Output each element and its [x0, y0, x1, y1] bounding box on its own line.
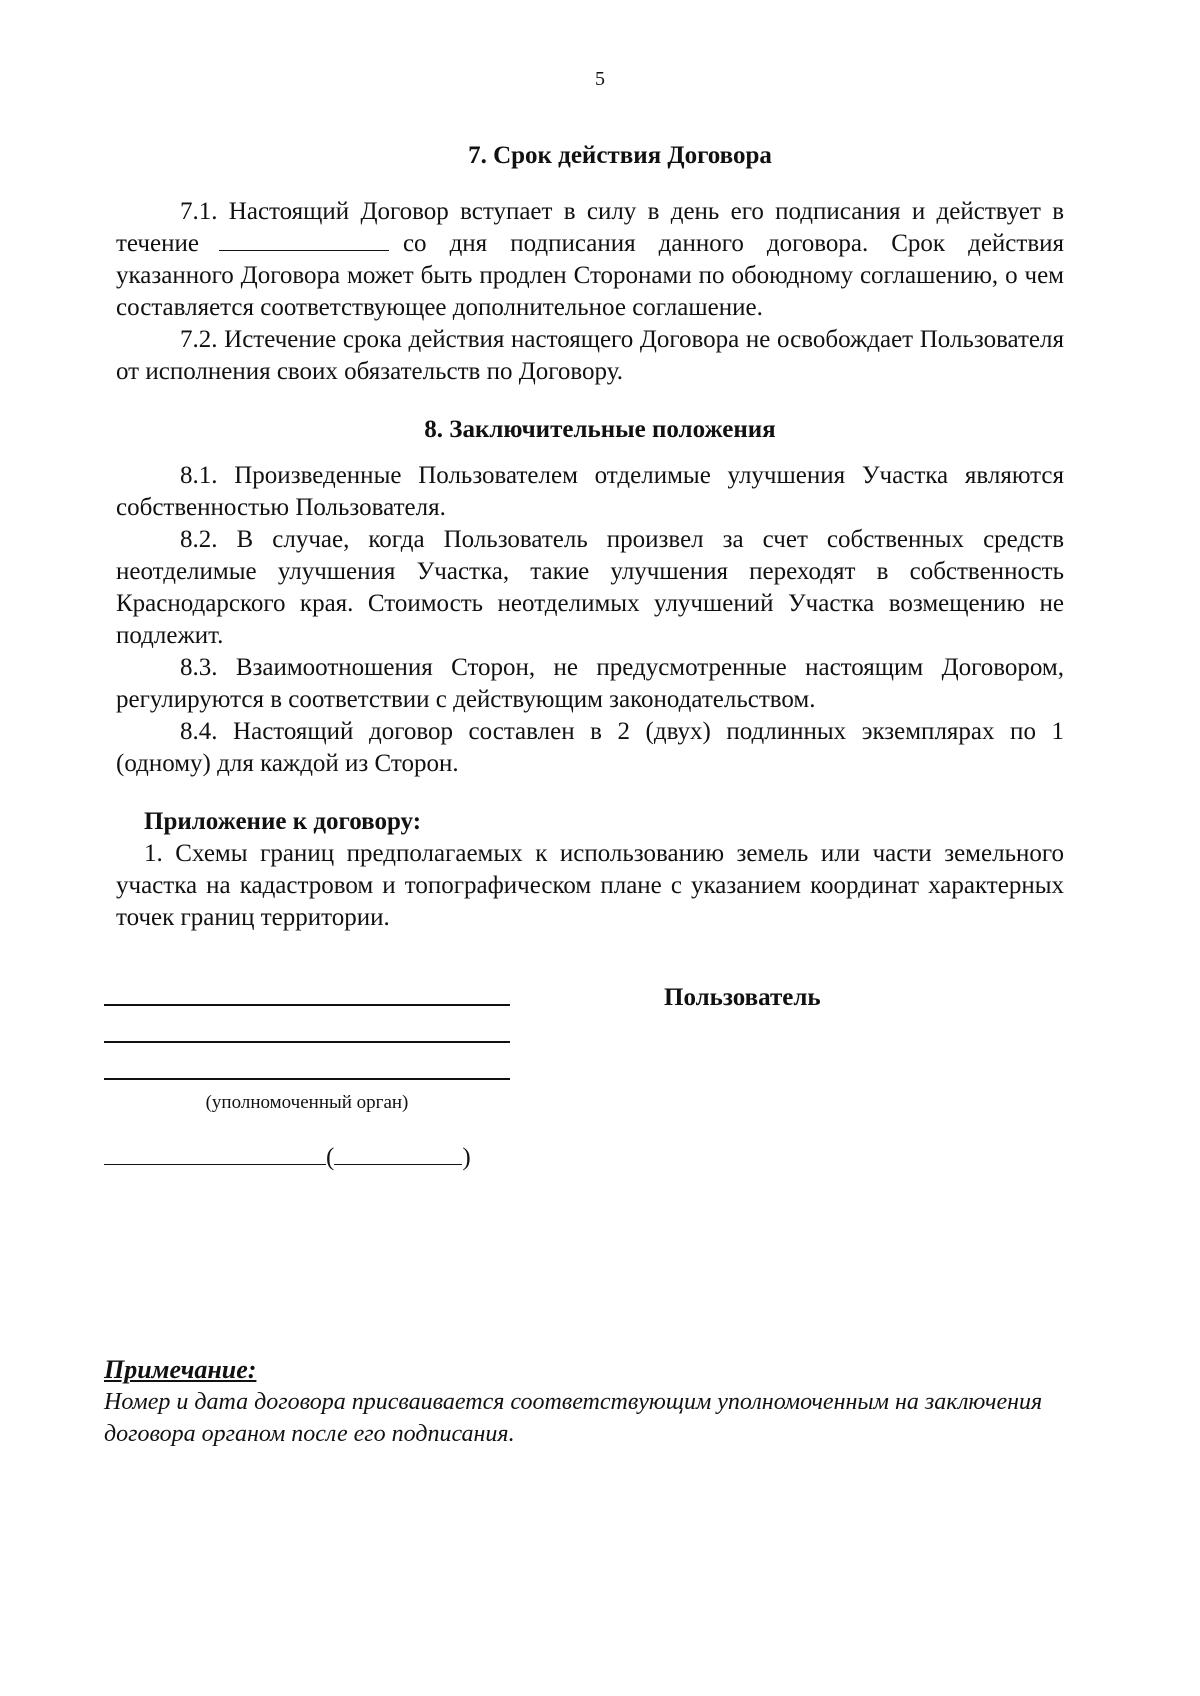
- authority-line-1: [104, 1004, 510, 1006]
- contract-body: [116, 140, 1064, 934]
- section-7-1-text-start: 7.1. Настоящий Договор вступает в силу в день его подписания и действует в течение: [116, 198, 1064, 257]
- authority-line-3: [104, 1078, 510, 1080]
- appendix-title: Приложение к договору:: [144, 808, 422, 835]
- section-7-heading: 7. Срок действия Договора: [468, 142, 772, 169]
- section-7-2-paragraph: 7.2. Истечение срока действия настоящего Договора не освобождает Пользователя от исполнения своих обязательств по Договору.: [116, 326, 1064, 385]
- page-number: 5: [595, 68, 605, 90]
- signature-blank: [104, 1140, 326, 1165]
- appendix-item-1: 1. Схемы границ предполагаемых к использованию земель или части земельного участка на кадастровом и топографическом плане с указанием координат характерных точек границ территории.: [116, 840, 1064, 931]
- open-paren: (: [326, 1144, 335, 1171]
- note-block: [104, 1354, 1064, 1450]
- term-blank-field: [219, 230, 389, 251]
- section-7-1-paragraph: [116, 196, 1064, 324]
- authority-caption: (уполномоченный орган): [205, 1092, 409, 1113]
- signature-row: [104, 1140, 471, 1174]
- spacer: [116, 172, 1064, 196]
- section-8-heading: 8. Заключительные положения: [424, 416, 776, 443]
- name-blank: [334, 1140, 462, 1165]
- section-8-4-paragraph: 8.4. Настоящий договор составлен в 2 (двух) подлинных экземплярах по 1 (одному) для каждой из Сторон.: [116, 718, 1064, 777]
- section-8-3-paragraph: 8.3. Взаимоотношения Сторон, не предусмотренные настоящим Договором, регулируются в соответствии с действующим законодательством.: [116, 654, 1064, 713]
- user-party-label: Пользователь: [664, 984, 821, 1011]
- section-7-1-text-end: со дня подписания данного договора. Срок действия указанного Договора может быть продлен Сторонами по обоюдному соглашению, о чем составляется соответствующее дополнительное соглашение.: [116, 230, 1064, 321]
- section-8-2-paragraph: 8.2. В случае, когда Пользователь произвел за счет собственных средств неотделимые улучшения Участка, такие улучшения переходят в собственность Краснодарского края. Стоимость неотделимых улучшений Участка возмещению не подлежит.: [116, 526, 1064, 649]
- section-8-1-paragraph: 8.1. Произведенные Пользователем отделимые улучшения Участка являются собственностью Пользователя.: [116, 462, 1064, 521]
- close-paren: ): [462, 1144, 471, 1171]
- authority-line-2: [104, 1041, 510, 1043]
- note-text: Номер и дата договора присваивается соответствующим уполномоченным на заключения договора органом после его подписания.: [104, 1389, 1043, 1447]
- note-title: Примечание:: [104, 1355, 257, 1384]
